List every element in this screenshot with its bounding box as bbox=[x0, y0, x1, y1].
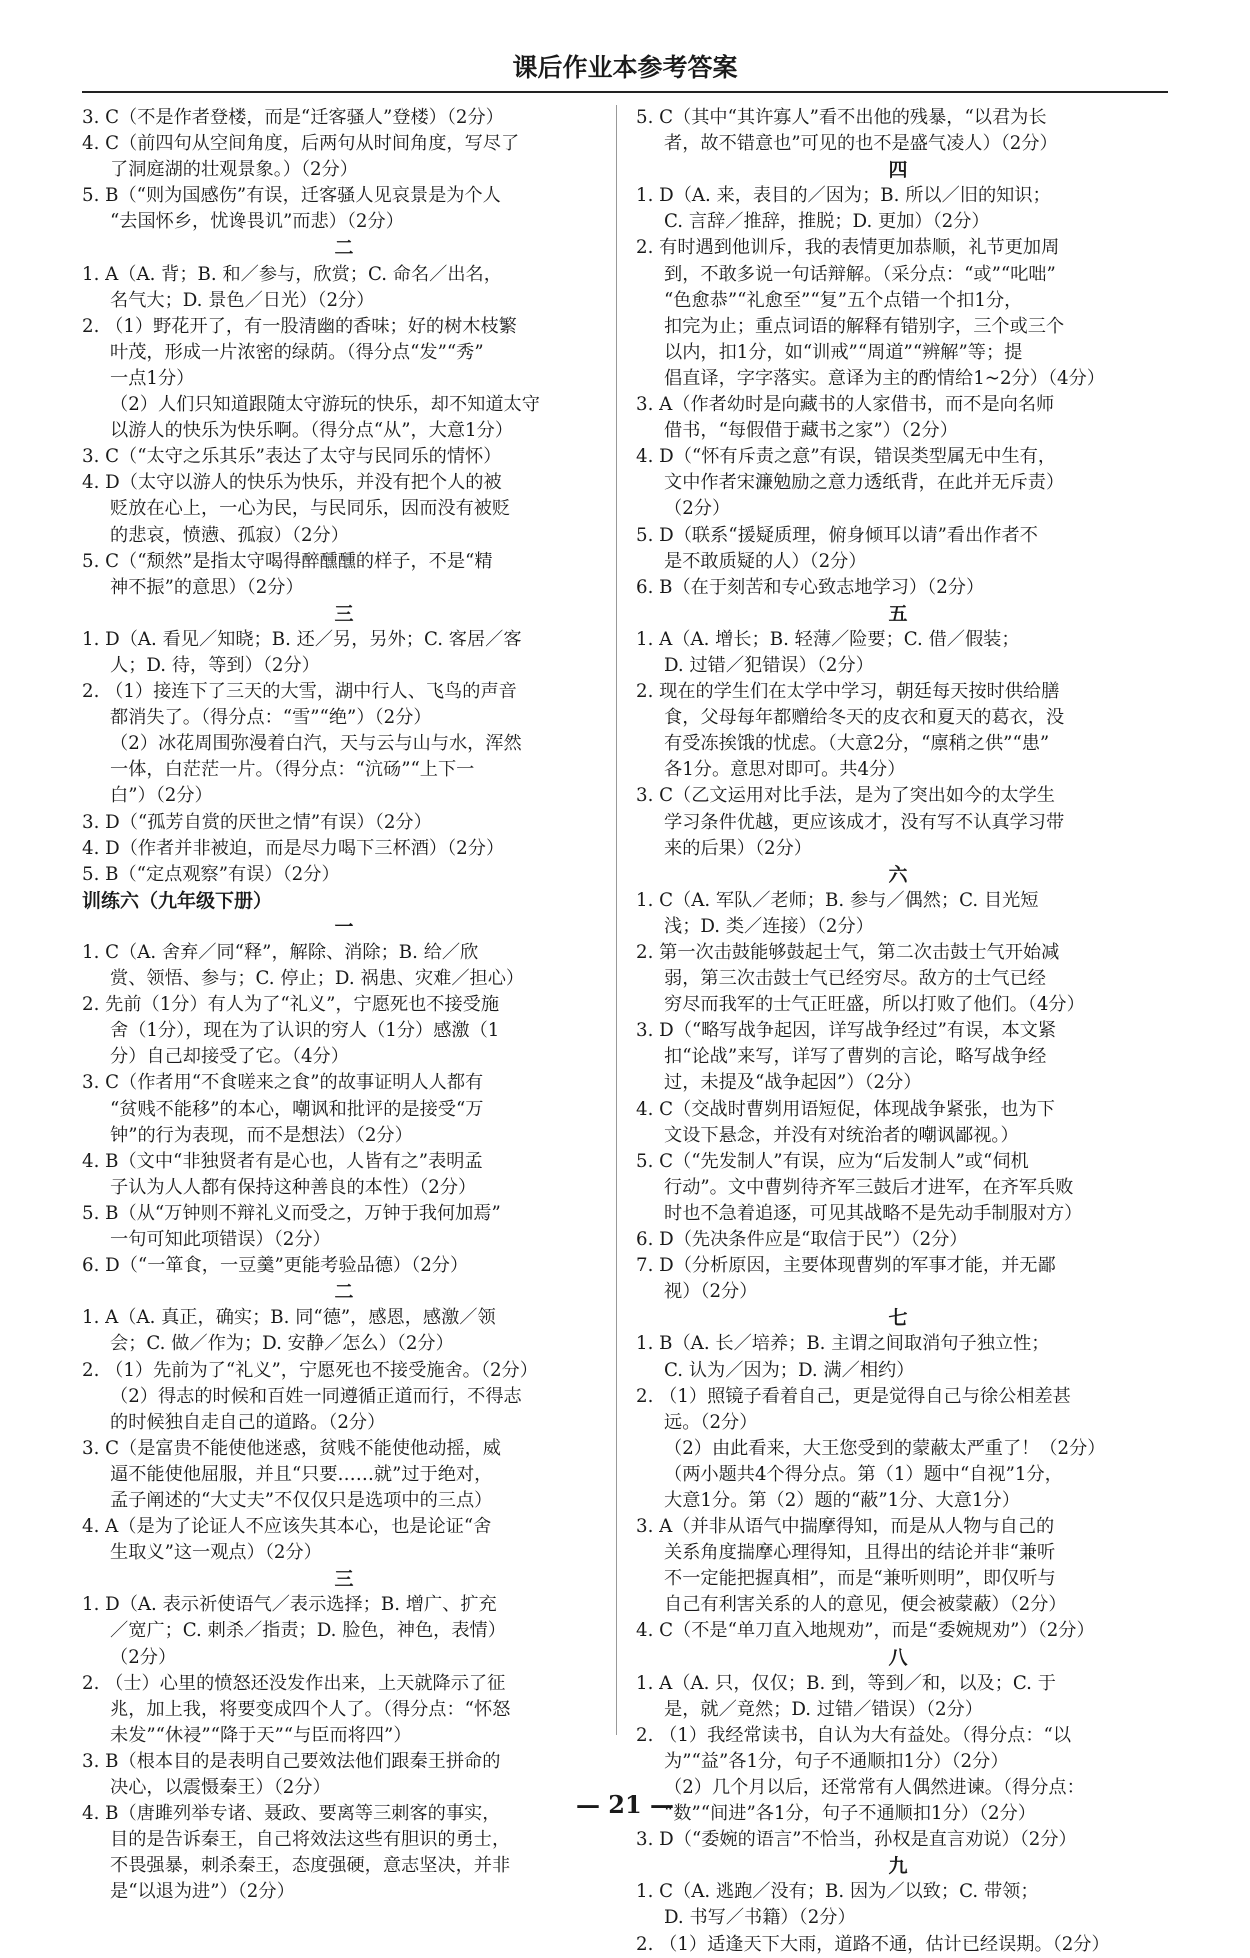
answer-line: 不畏强暴，刺杀秦王，态度强硬，意志坚决，并非 bbox=[110, 1855, 511, 1877]
answer-line: 过，未提及“战争起因”）（2分） bbox=[664, 1072, 922, 1094]
section-heading: 二 bbox=[334, 1281, 354, 1304]
answer-line: 为”“益”各1分，句子不通顺扣1分）（2分） bbox=[664, 1750, 1009, 1772]
answer-line: 4. C（前四句从空间角度，后两句从时间角度，写尽了 bbox=[82, 133, 520, 155]
answer-line: 4. D（太守以游人的快乐为快乐，并没有把个人的被 bbox=[82, 472, 502, 494]
answer-line: 2. 先前（1分）有人为了“礼义”，宁愿死也不接受施 bbox=[82, 994, 500, 1016]
answer-line: 白”）（2分） bbox=[110, 785, 213, 807]
answer-line: 3. D（“略写战争起因，详写战争经过”有误，本文紧 bbox=[636, 1020, 1057, 1042]
answer-line: 来的后果）（2分） bbox=[664, 837, 812, 859]
answer-line: 孟子阐述的“大丈夫”不仅仅只是选项中的三点） bbox=[110, 1489, 493, 1511]
answer-line: 者，故不错意也”可见的也不是盛气凌人）（2分） bbox=[664, 133, 1058, 155]
answer-line: 5. D（联系“援疑质理，俯身倾耳以请”看出作者不 bbox=[636, 524, 1038, 546]
answer-line: 扣“论战”来写，详写了曹刿的言论，略写战争经 bbox=[664, 1046, 1047, 1068]
answer-line: 1. D（A. 看见／知晓；B. 还／另，另外；C. 客居／客 bbox=[82, 628, 522, 650]
answer-line: 7. D（分析原因，主要体现曹刿的军事才能，并无鄙 bbox=[636, 1255, 1056, 1277]
answer-line: 1. A（A. 真正，确实；B. 同“德”，感恩，感激／领 bbox=[82, 1307, 496, 1329]
section-heading: 七 bbox=[888, 1307, 908, 1330]
section-heading: 五 bbox=[888, 602, 908, 625]
answer-line: 行动”。文中曹刿待齐军三鼓后才进军，在齐军兵败 bbox=[664, 1176, 1074, 1198]
answer-line: 未发”“休祲”“降于天”“与臣而将四”） bbox=[110, 1724, 412, 1746]
answer-line: （2）由此看来，大王您受到的蒙蔽太严重了！（2分） bbox=[664, 1437, 1106, 1459]
answer-line: 3. C（“太守之乐其乐”表达了太守与民同乐的情怀） bbox=[82, 446, 502, 468]
section-heading: 三 bbox=[334, 1568, 354, 1591]
answer-line: 3. D（“孤芳自赏的厌世之情”有误）（2分） bbox=[82, 811, 432, 833]
answer-line: 文中作者宋濂勉励之意力透纸背，在此并无斥责） bbox=[664, 472, 1065, 494]
answer-line: 5. C（其中“其许寡人”看不出他的残暴，“以君为长 bbox=[636, 107, 1047, 128]
answer-line: 1. C（A. 舍弃／同“释”，解除、消除；B. 给／欣 bbox=[82, 942, 479, 963]
answer-line: 3. C（是富贵不能使他迷惑，贫贱不能使他动摇，威 bbox=[82, 1437, 501, 1459]
answer-line: 4. D（作者并非被迫，而是尽力喝下三杯酒）（2分） bbox=[82, 837, 505, 859]
training-title: 训练六（九年级下册） bbox=[82, 889, 273, 912]
answer-line: 叶茂，形成一片浓密的绿荫。（得分点“发”“秀” bbox=[110, 341, 484, 363]
answer-line: 弱，第三次击鼓士气已经穷尽。敌方的士气已经 bbox=[664, 968, 1046, 990]
answer-line: 5. B（从“万钟则不辩礼义而受之，万钟于我何加焉” bbox=[82, 1202, 501, 1224]
answer-line: 3. D（“委婉的语言”不恰当，孙权是直言劝说）（2分） bbox=[636, 1829, 1077, 1851]
answer-line: 6. D（“一箪食，一豆羹”更能考验品德）（2分） bbox=[82, 1255, 469, 1277]
answer-line: 穷尽而我军的士气正旺盛，所以打败了他们。（4分） bbox=[664, 994, 1085, 1016]
answer-line: “色愈恭”“礼愈至”“复”五个点错一个扣1分， bbox=[664, 289, 1023, 311]
answer-line: 1. C（A. 逃跑／没有；B. 因为／以致；C. 带领； bbox=[636, 1881, 1039, 1903]
answer-line: 大意1分。第（2）题的“蔽”1分、大意1分） bbox=[664, 1489, 1020, 1511]
answer-line: 2. （士）心里的愤怒还没发作出来，上天就降示了征 bbox=[82, 1672, 506, 1694]
answer-line: 1. A（A. 增长；B. 轻薄／险要；C. 借／假装； bbox=[636, 628, 1020, 650]
answer-line: （2分） bbox=[110, 1646, 177, 1668]
answer-line: 2. （1）我经常读书，自认为大有益处。（得分点：“以 bbox=[636, 1724, 1072, 1746]
answer-line: 6. D（先决条件应是“取信于民”）（2分） bbox=[636, 1229, 968, 1251]
answer-line: “贫贱不能移”的本心，嘲讽和批评的是接受“万 bbox=[110, 1098, 484, 1120]
answer-line: 目的是告诉秦王，自己将效法这些有胆识的勇士， bbox=[110, 1829, 511, 1851]
answer-line: D. 过错／犯错误）（2分） bbox=[664, 654, 874, 676]
answer-line: ／宽广；C. 刺杀／指责；D. 脸色，神色，表情） bbox=[110, 1620, 506, 1642]
section-heading: 六 bbox=[888, 863, 908, 886]
answer-line: 视）（2分） bbox=[664, 1281, 758, 1303]
answer-line: 2. 现在的学生们在太学中学习，朝廷每天按时供给膳 bbox=[636, 681, 1060, 703]
header-rule bbox=[82, 91, 1168, 93]
answer-line: 浅；D. 类／连接）（2分） bbox=[664, 915, 874, 937]
answer-line: （2）人们只知道跟随太守游玩的快乐，却不知道太守 bbox=[110, 394, 540, 416]
answer-line: 舍（1分），现在为了认识的穷人（1分）感激（1 bbox=[110, 1020, 500, 1042]
answer-line: （2分） bbox=[664, 498, 731, 520]
answer-line: 了洞庭湖的壮观景象。）（2分） bbox=[110, 159, 358, 181]
answer-line: 会；C. 做／作为；D. 安静／怎么）（2分） bbox=[110, 1333, 454, 1355]
answer-line: 是不敢质疑的人）（2分） bbox=[664, 550, 867, 572]
answer-line: 各1分。意思对即可。共4分） bbox=[664, 759, 906, 781]
answer-line: （2）冰花周围弥漫着白汽，天与云与山与水，浑然 bbox=[110, 733, 522, 755]
section-heading: 八 bbox=[888, 1646, 908, 1669]
answer-line: 是“以退为进”）（2分） bbox=[110, 1881, 295, 1903]
answer-line: 到，不敢多说一句话辩解。（采分点：“或”“叱咄” bbox=[664, 263, 1056, 285]
answer-line: 决心，以震慑秦王）（2分） bbox=[110, 1777, 331, 1798]
answer-line: 都消失了。（得分点：“雪”“绝”）（2分） bbox=[110, 707, 432, 729]
answer-line: 4. D（“怀有斥责之意”有误，错误类型属无中生有， bbox=[636, 446, 1057, 468]
answer-line: 生取义”这一观点）（2分） bbox=[110, 1542, 322, 1564]
answer-line: 赏、领悟、参与；C. 停止；D. 祸患、灾难／担心） bbox=[110, 968, 525, 990]
answer-line: 2. （1）先前为了“礼义”，宁愿死也不接受施舍。（2分） bbox=[82, 1359, 538, 1381]
answer-line: 3. A（作者幼时是向藏书的人家借书，而不是向名师 bbox=[636, 394, 1055, 416]
answer-line: 一句可知此项错误）（2分） bbox=[110, 1229, 331, 1251]
answer-line: D. 书写／书籍）（2分） bbox=[664, 1907, 856, 1929]
answer-line: 子认为人人都有保持这种善良的本性）（2分） bbox=[110, 1176, 477, 1198]
answer-line: C. 认为／因为；D. 满／相约） bbox=[664, 1359, 915, 1381]
section-heading: 四 bbox=[888, 159, 908, 182]
answer-line: 3. C（乙文运用对比手法，是为了突出如今的太学生 bbox=[636, 785, 1055, 807]
answer-line: 5. C（“先发制人”有误，应为“后发制人”或“伺机 bbox=[636, 1150, 1029, 1172]
answer-line: 借书，“每假借于藏书之家”）（2分） bbox=[664, 420, 958, 442]
answer-line: C. 言辞／推辞，推脱；D. 更加）（2分） bbox=[664, 211, 990, 233]
answer-line: 以内，扣1分，如“训戒”“周道”“辨解”等；提 bbox=[664, 341, 1023, 363]
answer-line: 兆，加上我，将要变成四个人了。（得分点：“怀怒 bbox=[110, 1698, 511, 1720]
answer-line: 5. C（“颓然”是指太守喝得醉醺醺的样子，不是“精 bbox=[82, 550, 493, 572]
answer-line: 1. C（A. 军队／老师；B. 参与／偶然；C. 目光短 bbox=[636, 889, 1039, 911]
answer-line: 一体，白茫茫一片。（得分点：“沆砀”“上下一 bbox=[110, 759, 475, 781]
answer-line: 人；D. 待，等到）（2分） bbox=[110, 654, 320, 676]
answer-line: 逼不能使他屈服，并且“只要……就”过于绝对， bbox=[110, 1463, 493, 1485]
section-heading: 一 bbox=[334, 915, 354, 938]
answer-line: 4. B（唐雎列举专诸、聂政、要离等三刺客的事实， bbox=[82, 1803, 501, 1825]
answer-line: （2）几个月以后，还常常有人偶然进谏。（得分点： bbox=[664, 1777, 1085, 1798]
answer-line: 1. B（A. 长／培养；B. 主谓之间取消句子独立性； bbox=[636, 1333, 1050, 1355]
answer-line: 名气大；D. 景色／日光）（2分） bbox=[110, 289, 375, 311]
column-divider bbox=[616, 105, 617, 1735]
answer-line: 5. B（“则为国感伤”有误，迁客骚人见哀景是为个人 bbox=[82, 185, 501, 207]
answer-line: 1. A（A. 只，仅仅；B. 到，等到／和，以及；C. 于 bbox=[636, 1672, 1056, 1694]
answer-line: 1. D（A. 来，表目的／因为；B. 所以／旧的知识； bbox=[636, 185, 1051, 207]
answer-line: 3. A（并非从语气中揣摩得知，而是从人物与自己的 bbox=[636, 1516, 1055, 1538]
section-heading: 二 bbox=[334, 237, 354, 260]
answer-line: 2. （1）照镜子看着自己，更是觉得自己与徐公相差甚 bbox=[636, 1385, 1071, 1407]
answer-line: 3. C（不是作者登楼，而是“迁客骚人”登楼）（2分） bbox=[82, 107, 504, 128]
answer-line: 不一定能把握真相”，而是“兼听则明”，即仅听与 bbox=[664, 1568, 1056, 1590]
answer-line: 文设下悬念，并没有对统治者的嘲讽鄙视。） bbox=[664, 1124, 1019, 1146]
left-column bbox=[82, 105, 606, 1905]
answer-line: 远。（2分） bbox=[664, 1411, 758, 1433]
answer-line: 5. B（“定点观察”有误）（2分） bbox=[82, 863, 340, 885]
section-heading: 三 bbox=[334, 602, 354, 625]
answer-line: 2. 有时遇到他训斥，我的表情更加恭顺，礼节更加周 bbox=[636, 237, 1060, 259]
answer-line: 自己有利害关系的人的意见，便会被蒙蔽）（2分） bbox=[664, 1594, 1067, 1616]
answer-line: 2. （1）适逢天下大雨，道路不通，估计已经误期。（2分） bbox=[636, 1933, 1110, 1955]
answer-line: 6. B（在于刻苦和专心致志地学习）（2分） bbox=[636, 576, 985, 598]
answer-line: 钟”的行为表现，而不是想法）（2分） bbox=[110, 1124, 413, 1146]
answer-line: 有受冻挨饿的忧虑。（大意2分，“廪稍之供”“患” bbox=[664, 733, 1050, 755]
answer-line: 神不振”的意思）（2分） bbox=[110, 576, 304, 598]
answer-line: 以游人的快乐为快乐啊。（得分点“从”，大意1分） bbox=[110, 420, 514, 442]
answer-line: 扣完为止；重点词语的解释有错别字，三个或三个 bbox=[664, 315, 1065, 337]
answer-line: 1. D（A. 表示祈使语气／表示选择；B. 增广、扩充 bbox=[82, 1594, 497, 1616]
answer-line: 4. A（是为了论证人不应该失其本心，也是论证“舍 bbox=[82, 1516, 492, 1538]
answer-line: 是，就／竟然；D. 过错／错误）（2分） bbox=[664, 1698, 983, 1720]
answer-line: 关系角度揣摩心理得知，且得出的结论并非“兼听 bbox=[664, 1542, 1056, 1564]
page-header-title: 课后作业本参考答案 bbox=[512, 53, 738, 82]
answer-line: 4. C（交战时曹刿用语短促，体现战争紧张，也为下 bbox=[636, 1098, 1055, 1120]
answer-line: 的悲哀，愤懑、孤寂）（2分） bbox=[110, 524, 349, 546]
answer-line: 贬放在心上，一心为民，与民同乐，因而没有被贬 bbox=[110, 498, 511, 520]
answer-line: 3. C（作者用“不食嗟来之食”的故事证明人人都有 bbox=[82, 1072, 484, 1094]
answer-line: 2. （1）接连下了三天的大雪，湖中行人、飞鸟的声音 bbox=[82, 681, 517, 703]
answer-line: 一点1分） bbox=[110, 367, 195, 389]
answer-line: “去国怀乡，忧谗畏讥”而悲）（2分） bbox=[110, 211, 404, 233]
answer-line: 倡直译，字字落实。意译为主的酌情给1~2分）（4分） bbox=[664, 367, 1105, 389]
answer-line: 时也不急着追逐，可见其战略不是先动手制服对方） bbox=[664, 1202, 1083, 1224]
answer-line: 分）自己却接受了它。（4分） bbox=[110, 1046, 349, 1068]
answer-line: 4. C（不是“单刀直入地规劝”，而是“委婉规劝”）（2分） bbox=[636, 1620, 1095, 1642]
answer-line: “数”“间进”各1分，句子不通顺扣1分）（2分） bbox=[664, 1803, 1036, 1825]
right-column bbox=[636, 105, 1160, 1958]
answer-line: 2. 第一次击鼓能够鼓起士气，第二次击鼓士气开始减 bbox=[636, 942, 1060, 963]
section-heading: 九 bbox=[888, 1855, 908, 1878]
answer-line: （两小题共4个得分点。第（1）题中“自视”1分， bbox=[664, 1463, 1063, 1485]
answer-line: 3. B（根本目的是表明自己要效法他们跟秦王拼命的 bbox=[82, 1750, 501, 1772]
answer-line: 2. （1）野花开了，有一股清幽的香味；好的树木枝繁 bbox=[82, 315, 517, 337]
page-number: — 21 — bbox=[575, 1790, 675, 1819]
answer-line: 学习条件优越，更应该成才，没有写不认真学习带 bbox=[664, 811, 1065, 833]
answer-line: 的时候独自走自己的道路。（2分） bbox=[110, 1411, 386, 1433]
answer-line: （2）得志的时候和百姓一同遵循正道而行，不得志 bbox=[110, 1385, 522, 1407]
answer-line: 1. A（A. 背；B. 和／参与，欣赏；C. 命名／出名， bbox=[82, 263, 502, 285]
answer-line: 4. B（文中“非独贤者有是心也，人皆有之”表明孟 bbox=[82, 1150, 483, 1172]
answer-line: 食，父母每年都赠给冬天的皮衣和夏天的葛衣，没 bbox=[664, 707, 1065, 729]
